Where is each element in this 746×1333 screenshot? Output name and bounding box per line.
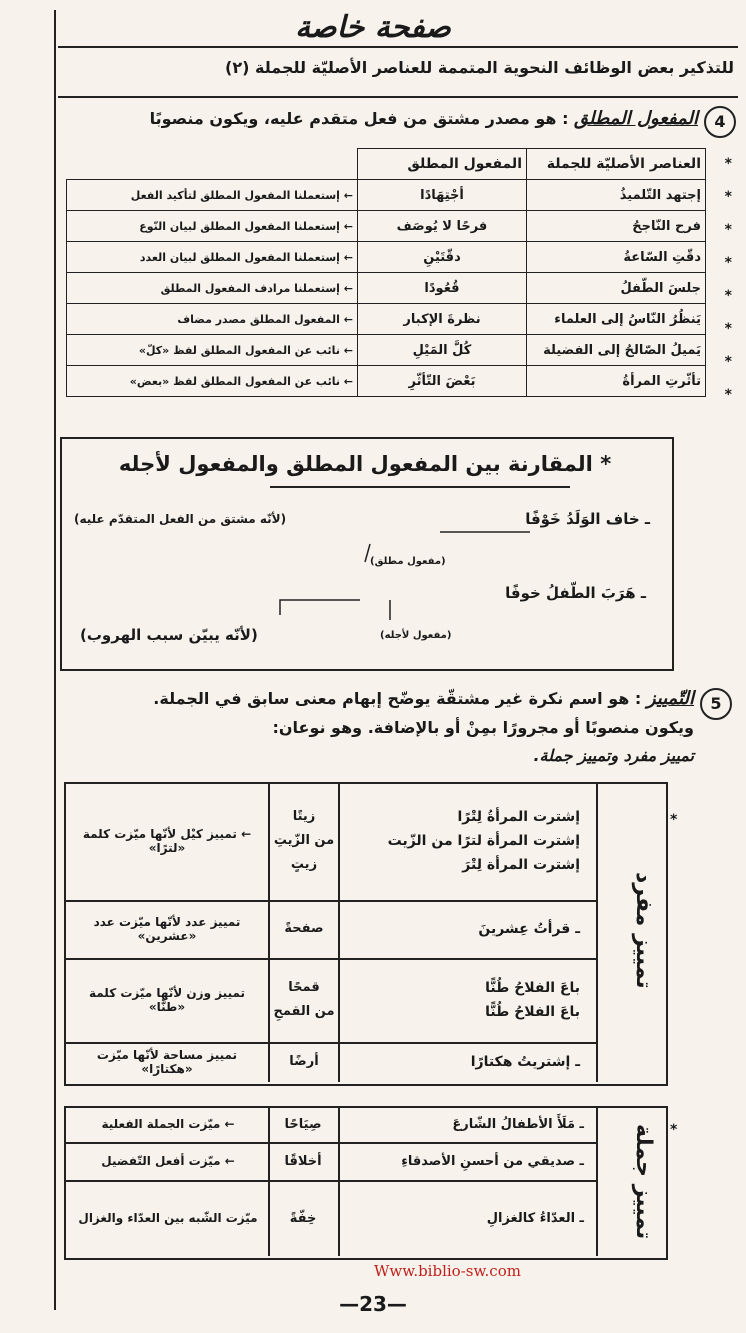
- website-url[interactable]: Www.biblio-sw.com: [374, 1262, 521, 1280]
- comparison-reason-2: (لأنّه يبيّن سبب الهروب): [80, 626, 258, 644]
- mafool-row: [67, 366, 706, 397]
- section-4-title: المفعول المطلق: [574, 108, 698, 129]
- page-title: صفحة خاصة: [295, 10, 451, 45]
- mufrad-tamyeez-word: من الزّيتِ: [273, 833, 335, 848]
- col-header-mafool: المفعول المطلق: [358, 149, 527, 180]
- mufrad-col-divider: [268, 782, 270, 1082]
- row-note: ← نائب عن المفعول المطلق لفظ «بعض»: [67, 366, 358, 397]
- mufrad-sentence: ـ قرأتُ عِشرينَ: [478, 921, 580, 937]
- mufrad-sentence: ـ إشتريتُ هكتارًا: [470, 1054, 580, 1070]
- tamyeez-jumla-label: تمييز جملة: [631, 1124, 656, 1240]
- comparison-title: [70, 452, 660, 476]
- mufrad-label-divider: [596, 782, 598, 1082]
- jumla-sentence: ـ مَلَأَ الأطفالُ الشّارعَ: [452, 1116, 584, 1132]
- row-mafool: فرحًا لا يُوصَف: [358, 211, 527, 242]
- section-5-definition: : هو اسم نكرة غير مشتقّة يوضّح إبهام معنى سابق في الجملة.: [153, 689, 642, 708]
- mufrad-star: *: [670, 812, 678, 828]
- mufrad-tamyeez-word: زيتًا: [292, 809, 316, 824]
- jumla-note: ← ميّزت أفعل التّفضيل: [101, 1154, 235, 1168]
- row-mafool: دقّتَيْنِ: [358, 242, 527, 273]
- comparison-reason-1: (لأنّه مشتق من الفعل المتقدّم عليه): [74, 512, 287, 526]
- row-star: *: [724, 354, 732, 370]
- mufrad-tamyeez-word: قمحًا: [288, 980, 320, 995]
- row-sentence: يَنظُرُ النّاسُ إلى العلماء: [527, 304, 706, 335]
- mufrad-sentences: [340, 964, 580, 1036]
- page-left-border: [54, 10, 56, 1310]
- section-4-number: 4: [704, 106, 736, 138]
- mufrad-note: تمييز عدد لأنّها ميّزت عدد «عشرين»: [93, 915, 241, 943]
- mufrad-note: تمييز مساحة لأنّها ميّزت «هكتارًا»: [96, 1048, 238, 1076]
- row-star: *: [724, 387, 732, 403]
- section-5-line-1: [54, 688, 694, 709]
- row-mafool: نظرةَ الإكبار: [358, 304, 527, 335]
- jumla-col-divider: [268, 1106, 270, 1256]
- comparison-title-underline: [270, 486, 570, 488]
- mufrad-sentence: إشترت المرأة لترًا من الزّيت: [387, 833, 580, 849]
- row-star: *: [724, 156, 732, 172]
- page-subtitle: للتذكير بعض الوظائف النحوية المتممة للعناصر الأصليّة للجملة (٢): [225, 58, 734, 77]
- mufrad-sentences: [340, 1048, 580, 1076]
- mufrad-row-divider: [64, 958, 596, 960]
- section-5-line-3: تمييز مفرد وتمييز جملة.: [533, 746, 694, 765]
- mufrad-sentence: إشترت المرأة لِتْرَ: [462, 857, 580, 873]
- mafool-row: [67, 273, 706, 304]
- row-note: ← إستعملنا مرادف المفعول المطلق: [67, 273, 358, 304]
- comparison-arrows: [60, 490, 670, 650]
- tamyeez-mufrad-label: تمييز مفرد: [631, 871, 656, 989]
- row-star: *: [724, 189, 732, 205]
- mufrad-sentences: [340, 906, 580, 952]
- row-sentence: يَميلُ الصّالحُ إلى الفضيلة: [527, 335, 706, 366]
- row-star: *: [724, 321, 732, 337]
- mufrad-row-divider: [64, 1042, 596, 1044]
- row-star: *: [724, 288, 732, 304]
- section-5-line-2: ويكون منصوبًا أو مجرورًا بمِنْ أو بالإضافة. وهو نوعان:: [272, 718, 694, 737]
- col-header-sentence: العناصر الأصليّة للجملة: [527, 149, 706, 180]
- mufrad-tamyeez: [272, 788, 336, 894]
- jumla-note: ← ميّزت الجملة الفعلية: [101, 1117, 235, 1131]
- arrow-2: [365, 544, 370, 562]
- row-note: ← المفعول المطلق مصدر مضاف: [67, 304, 358, 335]
- row-sentence: إجتهد التّلميذُ: [527, 180, 706, 211]
- jumla-star: *: [670, 1122, 678, 1138]
- mufrad-tamyeez-word: زيتٍ: [290, 857, 318, 872]
- mufrad-note: ← تمييز كيْل لأنّها ميّزت كلمة «لترًا»: [82, 827, 252, 855]
- mufrad-row-divider: [64, 900, 596, 902]
- comparison-title-text: المقارنة بين المفعول المطلق والمفعول لأجله: [118, 452, 593, 476]
- row-star: *: [724, 255, 732, 271]
- row-mafool: قُعُودًا: [358, 273, 527, 304]
- jumla-tamyeez: أخلاقًا: [284, 1153, 322, 1169]
- mufrad-sentences: [340, 788, 580, 894]
- mufrad-sentence: باعَ الفلاحُ طُنًّا: [485, 980, 580, 996]
- mufrad-tamyeez-word: صفحةً: [284, 921, 324, 936]
- row-sentence: جلسَ الطّفلُ: [527, 273, 706, 304]
- row-sentence: دقّتِ السّاعةُ: [527, 242, 706, 273]
- section-4-header: [58, 108, 698, 129]
- page-number: —23—: [339, 1292, 407, 1316]
- mufrad-tamyeez: [272, 906, 336, 952]
- row-mafool: بَعْضَ التّأثّرِ: [358, 366, 527, 397]
- row-sentence: فرح النّاجحُ: [527, 211, 706, 242]
- jumla-note: ميّزت الشّبه بين العدّاء والغزال: [78, 1211, 258, 1225]
- row-note: ← نائب عن المفعول المطلق لفظ «كلّ»: [67, 335, 358, 366]
- mafool-row: [67, 211, 706, 242]
- mufrad-sentence: باعَ الفلاحُ طُنًّا: [485, 1004, 580, 1020]
- jumla-col-divider: [338, 1106, 340, 1256]
- mufrad-col-divider: [338, 782, 340, 1082]
- row-note: ← إستعملنا المفعول المطلق لتأكيد الفعل: [67, 180, 358, 211]
- comparison-line-1: ـ خاف الوَلَدُ خَوْفًا: [525, 510, 650, 528]
- row-note: ← إستعملنا المفعول المطلق لبيان النّوع: [67, 211, 358, 242]
- subtitle-rule: [58, 96, 738, 98]
- mufrad-tamyeez: [272, 964, 336, 1036]
- mufrad-note: تمييز وزن لأنّها ميّزت كلمة «طنًّا»: [88, 986, 246, 1014]
- row-sentence: تأثّرتِ المرأةُ: [527, 366, 706, 397]
- jumla-tamyeez: صِيَاحًا: [284, 1116, 322, 1132]
- section-4-definition: : هو مصدر مشتق من فعل متقدم عليه، ويكون منصوبًا: [149, 109, 569, 128]
- row-note: ← إستعملنا المفعول المطلق لبيان العدد: [67, 242, 358, 273]
- jumla-label-divider: [596, 1106, 598, 1256]
- row-star: *: [724, 222, 732, 238]
- arrow-3: [280, 600, 360, 615]
- mafool-row: [67, 335, 706, 366]
- mufrad-tamyeez-word: أرضًا: [289, 1054, 319, 1069]
- col-header-note: [67, 149, 358, 180]
- jumla-tamyeez: خِفّةً: [289, 1210, 317, 1226]
- comparison-line-2: ـ هَرَبَ الطّفلُ خوفًا: [505, 584, 646, 602]
- title-rule: [58, 46, 738, 48]
- mafool-row: [67, 242, 706, 273]
- comparison-label-1: (مفعول مطلق): [370, 556, 446, 567]
- mufrad-tamyeez: [272, 1048, 336, 1076]
- mufrad-tamyeez-word: من القمحِ: [273, 1004, 335, 1019]
- row-mafool: أجْتِهَادًا: [358, 180, 527, 211]
- jumla-sentence: ـ العدّاءُ كالغزالِ: [486, 1210, 584, 1226]
- mafool-row: [67, 304, 706, 335]
- section-5-title: التّمييز: [646, 688, 694, 709]
- row-mafool: كُلَّ المَيْلِ: [358, 335, 527, 366]
- mafool-row: [67, 180, 706, 211]
- jumla-sentence: ـ صديقي من أحسنِ الأصدقاءِ: [401, 1153, 584, 1169]
- section-5-number: 5: [700, 688, 732, 720]
- comparison-label-2: (مفعول لأجله): [380, 630, 452, 641]
- mafool-mutlaq-table: [66, 148, 706, 397]
- comparison-star: *: [600, 452, 612, 476]
- mufrad-sentence: إشترت المرأةُ لِتْرًا: [457, 809, 580, 825]
